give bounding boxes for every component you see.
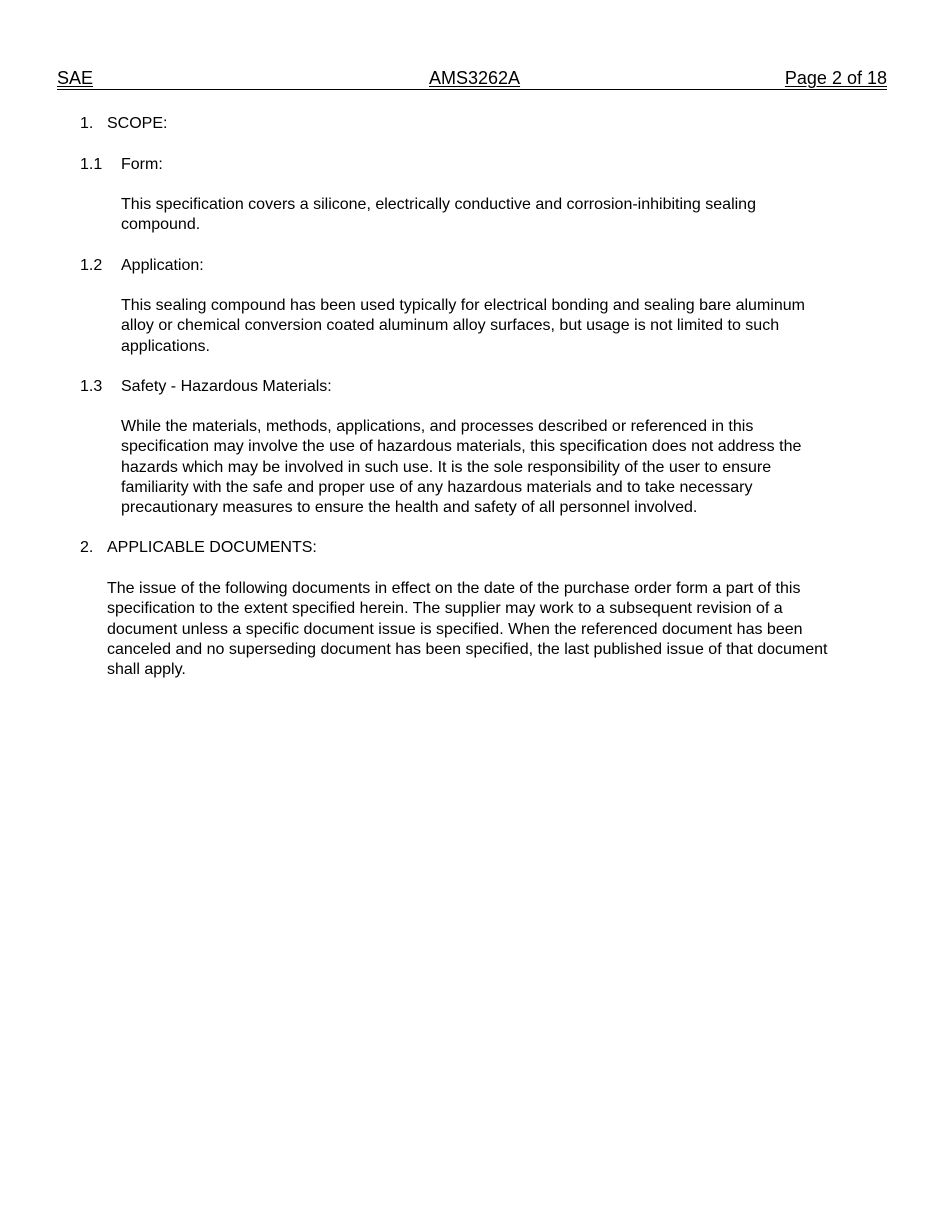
paragraph-line: hazards which may be involved in such use. It is the sole responsibility of the user to ensure <box>121 458 772 476</box>
section-number: 1.3 <box>80 378 103 395</box>
paragraph-line: While the materials, methods, applications, and processes described or referenced in this <box>121 418 754 435</box>
paragraph-line: specification to the extent specified herein. The supplier may work to a subsequent revision of a <box>107 600 783 618</box>
header-document-number: AMS3262A <box>429 68 521 88</box>
section-number: 2. <box>80 539 94 556</box>
section-number: 1. <box>80 115 94 132</box>
section-2-paragraph <box>107 579 827 680</box>
section-1-2-paragraph <box>121 296 805 357</box>
paragraph-line: canceled and no superseding document has been specified, the last published issue of that document <box>107 640 828 658</box>
section-number: 1.1 <box>80 156 103 173</box>
paragraph-line: alloy or chemical conversion coated aluminum alloy surfaces, but usage is not limited to such <box>121 317 780 335</box>
paragraph-line: shall apply. <box>107 661 186 679</box>
section-1-3-paragraph <box>121 417 801 518</box>
paragraph-line: document unless a specific document issue is specified. When the referenced document has been <box>107 620 803 638</box>
paragraph-line: compound. <box>121 216 201 234</box>
paragraph-line: This specification covers a silicone, electrically conductive and corrosion-inhibiting sealing <box>121 196 756 213</box>
page-header <box>57 67 887 90</box>
section-title: APPLICABLE DOCUMENTS: <box>107 539 317 556</box>
paragraph-line: The issue of the following documents in effect on the date of the purchase order form a part of this <box>107 580 801 597</box>
paragraph-line: familiarity with the safe and proper use of any hazardous materials and to take necessary <box>121 478 753 496</box>
section-title: Application: <box>121 257 204 274</box>
paragraph-line: precautionary measures to ensure the health and safety of all personnel involved. <box>121 499 698 517</box>
paragraph-line: applications. <box>121 337 210 355</box>
header-organization: SAE <box>57 68 94 88</box>
paragraph-line: specification may involve the use of hazardous materials, this specification does not address the <box>121 438 802 456</box>
header-page-number: Page 2 of 18 <box>784 68 887 88</box>
paragraph-line: This sealing compound has been used typically for electrical bonding and sealing bare aluminum <box>121 297 805 314</box>
section-title: Safety - Hazardous Materials: <box>121 378 332 395</box>
section-1-1-paragraph <box>121 195 756 236</box>
section-title: SCOPE: <box>107 115 168 132</box>
section-number: 1.2 <box>80 257 103 274</box>
section-title: Form: <box>121 156 163 173</box>
